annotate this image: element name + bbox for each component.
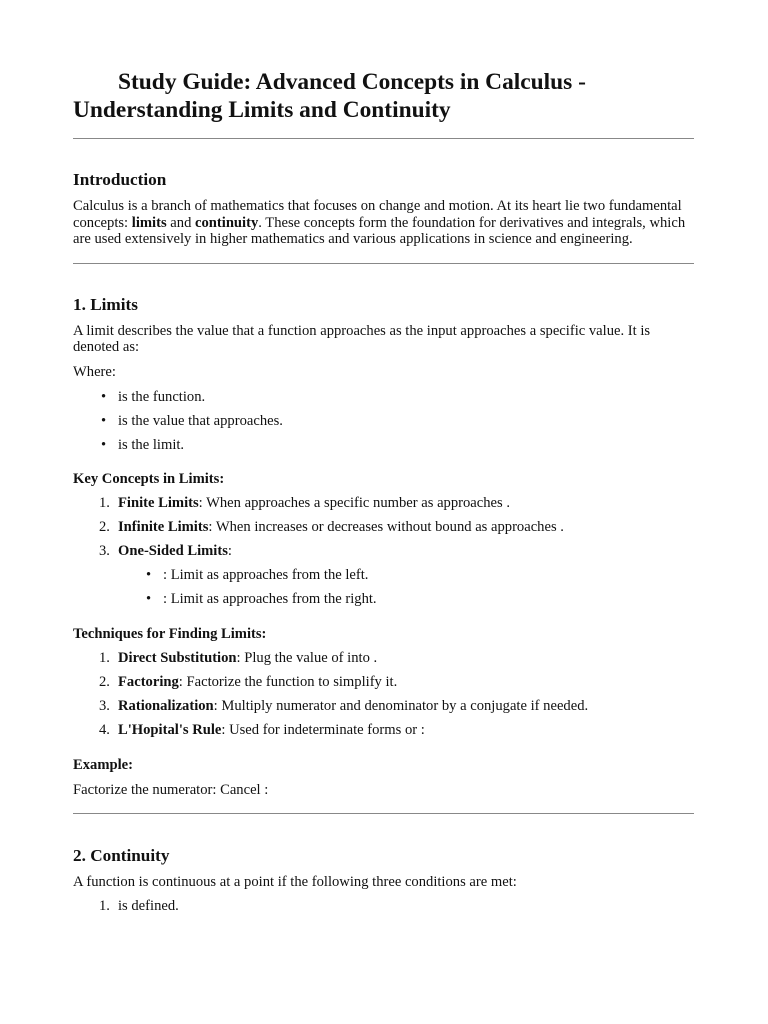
techniques-heading: Techniques for Finding Limits:: [73, 626, 267, 643]
continuity-description: A function is continuous at a point if the following three conditions are met:: [73, 874, 517, 891]
list-item: [73, 495, 694, 519]
list-item-text: :: [227, 543, 232, 560]
intro-bold-limits: limits: [131, 214, 167, 231]
title-line-1: Study Guide: Advanced Concepts in Calculus -: [118, 69, 586, 95]
list-item: [73, 413, 694, 437]
list-number: 2.: [99, 519, 110, 536]
bullet-marker: •: [146, 591, 152, 608]
list-item-term: Infinite Limits: [118, 519, 209, 536]
bullet-marker: •: [146, 567, 152, 584]
list-item-term: One-Sided Limits: [118, 543, 228, 560]
limits-heading: 1. Limits: [73, 294, 138, 314]
intro-text-3: . These concepts form the foundation for derivatives and integrals, which are used extensively in higher mathematics and various applications in science and engineering.: [73, 214, 686, 248]
list-item: [73, 650, 694, 674]
document-content: [73, 68, 694, 922]
techniques-list: [73, 650, 694, 746]
list-item-text: : Limit as approaches from the right.: [163, 591, 377, 608]
list-item-text: : Used for indeterminate forms or :: [221, 722, 425, 739]
continuity-heading: 2. Continuity: [73, 846, 170, 866]
key-concepts-list: [73, 495, 694, 567]
list-item-term: L'Hopital's Rule: [118, 722, 222, 739]
list-number: 2.: [99, 674, 110, 691]
list-number: 3.: [99, 543, 110, 560]
list-item: [73, 698, 694, 722]
list-item-text: : When approaches a specific number as approaches .: [198, 495, 511, 512]
intro-paragraph: [73, 198, 694, 248]
divider: [73, 263, 694, 264]
list-item-term: Finite Limits: [118, 495, 199, 512]
list-number: 4.: [99, 722, 110, 739]
list-item-text: is the function.: [118, 388, 206, 405]
title-line-2: Understanding Limits and Continuity: [73, 97, 451, 124]
list-number: 1.: [99, 495, 110, 512]
list-item: [73, 591, 694, 615]
list-item-term: Factoring: [118, 674, 179, 691]
list-item-text: : Limit as approaches from the left.: [163, 567, 369, 584]
list-number: 1.: [99, 650, 110, 667]
list-item: [73, 722, 694, 746]
list-item: [73, 519, 694, 543]
divider: [73, 813, 694, 814]
example-text: Factorize the numerator: Cancel :: [73, 782, 269, 799]
list-item-text: : Plug the value of into .: [236, 650, 378, 667]
list-item: [73, 437, 694, 461]
divider: [73, 138, 694, 139]
list-item-term: Rationalization: [118, 698, 214, 715]
list-item-term: Direct Substitution: [118, 650, 237, 667]
list-item-text: : Factorize the function to simplify it.: [178, 674, 398, 691]
bullet-marker: •: [101, 436, 107, 453]
continuity-conditions-list: [73, 898, 694, 922]
list-number: 1.: [99, 898, 110, 915]
where-list: [73, 389, 694, 461]
intro-text-1: Calculus is a branch of mathematics that focuses on change and motion. At its heart lie two fundamental concepts:: [73, 198, 682, 231]
list-item-text: : When increases or decreases without bound as approaches .: [208, 519, 564, 536]
list-item: [73, 543, 694, 567]
intro-heading: Introduction: [73, 170, 167, 190]
list-item: [73, 567, 694, 591]
list-item-text: is the value that approaches.: [118, 412, 283, 429]
key-concepts-heading: Key Concepts in Limits:: [73, 470, 225, 487]
list-item-text: is defined.: [118, 898, 179, 915]
intro-bold-continuity: continuity: [195, 214, 259, 231]
one-sided-list: [73, 567, 694, 615]
bullet-marker: •: [101, 412, 107, 429]
limits-description: A limit describes the value that a function approaches as the input approaches a specific value. It is denoted as:: [73, 322, 651, 356]
list-item-text: is the limit.: [118, 436, 185, 453]
example-heading: Example:: [73, 757, 133, 774]
bullet-marker: •: [101, 388, 107, 405]
page-title: [73, 68, 694, 124]
list-item-text: : Multiply numerator and denominator by a conjugate if needed.: [213, 698, 589, 715]
list-item: [73, 389, 694, 413]
list-item: [73, 674, 694, 698]
intro-text-2: and: [166, 214, 196, 231]
list-number: 3.: [99, 698, 110, 715]
where-label: Where:: [73, 363, 116, 380]
list-item: [73, 898, 694, 922]
